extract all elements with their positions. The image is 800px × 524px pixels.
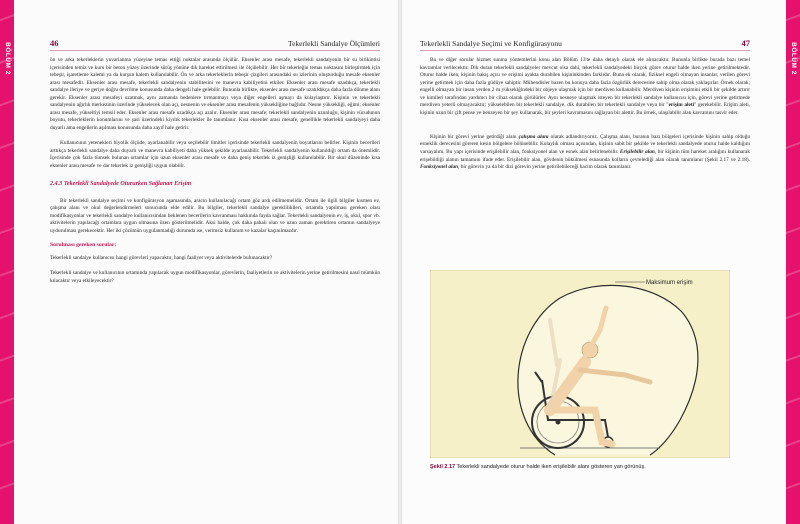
section-title: 2.4.3 Tekerlekli Sandalyede Otururken Sağlanan Erişim	[50, 181, 192, 188]
wheelchair-reach-illustration	[430, 270, 730, 458]
right-chapter-tab	[786, 28, 800, 88]
reach-figure	[430, 270, 730, 458]
question: Tekerlekli sandalye kullanıcısı hangi görevleri yapacaktır, hangi faaliyet veya aktivitelerde bulunacaktır?	[50, 254, 273, 261]
page-number: 46	[50, 38, 59, 48]
figure-caption: Şekil 2.17 Tekerlekli sandalyede oturur halde iken erişilebilir alanı gösteren yan görünüş.	[430, 464, 646, 470]
right-body-text	[420, 57, 750, 174]
paragraph: ön ve arka tekerleklerin yuvarlanma yüzeyine temas ettiği noktalar arasında ölçülür. Eksenler arası mesafe, tekerlekli sandalyenin bir su birikintisi içerisinden temiz ve kuru bir beton yüzey üzerinde sürüş yönüne dik hareket ettirilmesi ile ölçülebilir. Her bir tekerleğin temas noktasını birleştirmek için tebeşir, işaretleme kalemi ya da kurşun kalem kullanılabilir. Ön ve arka tekerleklerin tebeşir çizgileri arasındaki su izlerinin oluşturduğu mesafe eksenler arası mesafedir. Eksenler arası mesafe, tekerlekli sandalyenin stabilitesini ve manevra kabiliyetini etkiler. Eksenler arası mesafe uzadıkça, tekerlekli sandalye ileriye ve geriye doğru devrilme konusunda daha dengeli hale gelebilir. Bununla birlikte, eksenler arası mesafe uzatıldıkça daha fazla dönme alanı gerekir. Eksenler arası mesafeyi uzatmak, aynı zamanda bedenlere tırmanmayı veya diğer engelleri aşmayı da kolaylaştırır. Kişinin ve tekerlekli sandalyenin ağırlık merkezinin üzerinde yükselecek olan açı, nesnenin ve eksenler arası mesafenin yüksekliğine bağlıdır. Nesne yüksekliği, eğimi; eksenler arası mesafe, yükseltiyi temsil eder. Eksenler arası mesafe uzadıkça açı azalır. Eksenler arası mesafe; tekerlekli sandalyenin uzunluğu, kişinin vücudunun boyutu, tekerleklerin konumlarını ve şasi üzerindeki kiyılık tekerlekler ile tanımlanır. Kısa eksenler arası mesafe, genellikle tekerlekli sandalyeyi daha duyarlı ama engellerin aşılması konusunda daha zayıf hale getirir.	[50, 57, 380, 131]
max-reach-arc	[518, 285, 698, 455]
book-gutter	[398, 0, 402, 524]
page-number: 47	[741, 38, 750, 48]
questions-title: Sorulması gereken sorular;	[50, 242, 117, 249]
paragraph: Kullanıcının yetenekleri biyolik ölçüde, ayarlanabilir veya seçilebilir limitler içerisinde tekerlekli sandalyenin boyutlarını belirler. Kişinin becerileri arttıkça tekerlekli sandalye daha duyarlı ve manevra kabiliyeti daha yüksek şekilde ayarlanabilir. Tekerlekli sandalyenin kullanıldığı ortam da önemlidir. İçerisinde çok fazla tümsek bulunan ortamlar için uzun eksenler arası mesafe ve daha geniş tekerlek iz genişliği kullanılabilir. Bir okul düzeninde kısa eksenler arası mesafe ve dar tekerlek iz genişliği uygun olabilir.	[50, 139, 380, 169]
chapter-tab-label: BÖLÜM 2	[3, 41, 11, 75]
running-title: Tekerlekli Sandalye Ölçümleri	[288, 39, 380, 48]
right-page	[400, 0, 800, 524]
running-title: Tekerlekli Sandalye Seçimi ve Konfigürasyonu	[420, 39, 562, 48]
paragraph: Bu ve diğer sorular hizmet sunma yöntemlerini konu alan Bölüm 13'te daha detaylı olarak ele alınacaktır. Bununla birlikte burada bazı temel kavramlar verilecektir. Dik duran tekerlekli sandalyeler mevcut olsa dahi, tekerlekli sandalyedeki birçok görev oturur halde iken yerine getirilmektedir. Oturur halde iken, kişinin bakış açısı ve erişimi ayakta durabilen kişininkinden farklıdır. Buna ek olarak, fiziksel engeli olmayan insanlar, verilen görevi yerine getirmek için daha fazla güdüye sahiptir. Mühendisler bazen bu konuya daha fazla özgürlük derecesine sahip olma olarak yaklaşırlar. Örnek olarak; engelli olmayan bir insan yerden 2 m yükseklğindeki bir objeye ulaşmak için bir merdiven kullanabilir. Merdiven kişinin erişimini etkili bir şekilde artırır ve kimileri tarafından yardımcı bir cihaz olarak görülürler. Aynı nesneye ulaşmak isteyen bir tekerlekli sandalye kullanıcısı için, görevi yerine getirmede merdiven yeterli olmayacaktır; yükselebilen bir tekerlekli sandalye, dik durabilen bir tekerlekli sandalye veya bir "erişim aleti" gerekebilir. Erişim aleti, kişinin uzun bir çift pense ye benzeyen bir şey kullanarak, bir şeyleri kavramasını sağlayan bir alettir. Bu örnek, ulaşılabilir alan kavramını tasvir eder.	[420, 57, 751, 116]
paragraph: Bir tekerlekli sandalye seçimi ve konfigürasyon aşamasında, aracın kullanılacağı ortam göz ardı edilmemelidir. Ortam ile ilgili bilgiler kısmen ev, çalışma alanı ve okul değerlendirmeleri sonucunda elde edilir. Bu bilgiler, tekerlekli sandalye gerekliliklleri, ortamda yapılması gereken olası modifikasyonlar ve tekerlekli sandalye kullanıcısından beklenen becerilerin kavranması hakkında fayda sağlar. Tekerlekli sandalyenin ev, iş, okul, spor vb. aktivitelerin yapılacağı ortamlara uygun olmasına özen gösterilmelidir. Aksi halde, çok daha pahalı olan ve uzun zaman gerektiren ortamın sandalyeye uydurulması gerekecektir. Her iki çözümün uygulanmadığı durumda ise, verimsiz kullanım ve kazalar kaçınılmazdır.	[50, 197, 380, 234]
question: Tekerlekli sandalye ve kullanıcının ortamında yapılacak uygun modifikasyonlar, görevlerin, faaliyetlerin ve aktivitelerin yerine getirilmesini nasıl mümkün kılacaktır veya etkileyecektir?	[50, 270, 380, 284]
left-body-text	[50, 57, 380, 288]
right-page-header	[420, 38, 750, 51]
chapter-tab-label: BÖLÜM 2	[789, 41, 797, 75]
paragraph: Kişinin bir görevi yerine getirdiği alanı çalışma alanı olarak adlandırıyoruz. Çalışma alanı, buranın bazı bölgeleri içerisinde kişinin sahip olduğu esneklik derecesini göreren kesin bölgelere bölünebilir. Kolaylık olması açısından, kişinin sabit bir şekilde ve tekerlekli sandalyede oturur halde kaldığını varsayalım. Bu yapı içerisinde erişilebilir alan, fonksiyonel alan ve esnek alan belirlenebilir. Erişilebilir alan, bir kişinin tüm hareket aralığını kullanarak erişebildiği alanın tamamını ifade eder. Erişilebilir alan, gövdenin bükülmesi esnasında kolların çevrelediği alan olarak tanımlanır (Şekil 2.17 ve 2.18). Fonksiyonel alan, bir görevin ya da bir dizi görevin yerine getirilebileceği hacim olarak tanımlanır.	[420, 133, 750, 171]
left-page-header	[50, 38, 380, 51]
left-chapter-tab	[0, 28, 14, 88]
max-reach-label: Maksimum erişim	[646, 280, 693, 286]
